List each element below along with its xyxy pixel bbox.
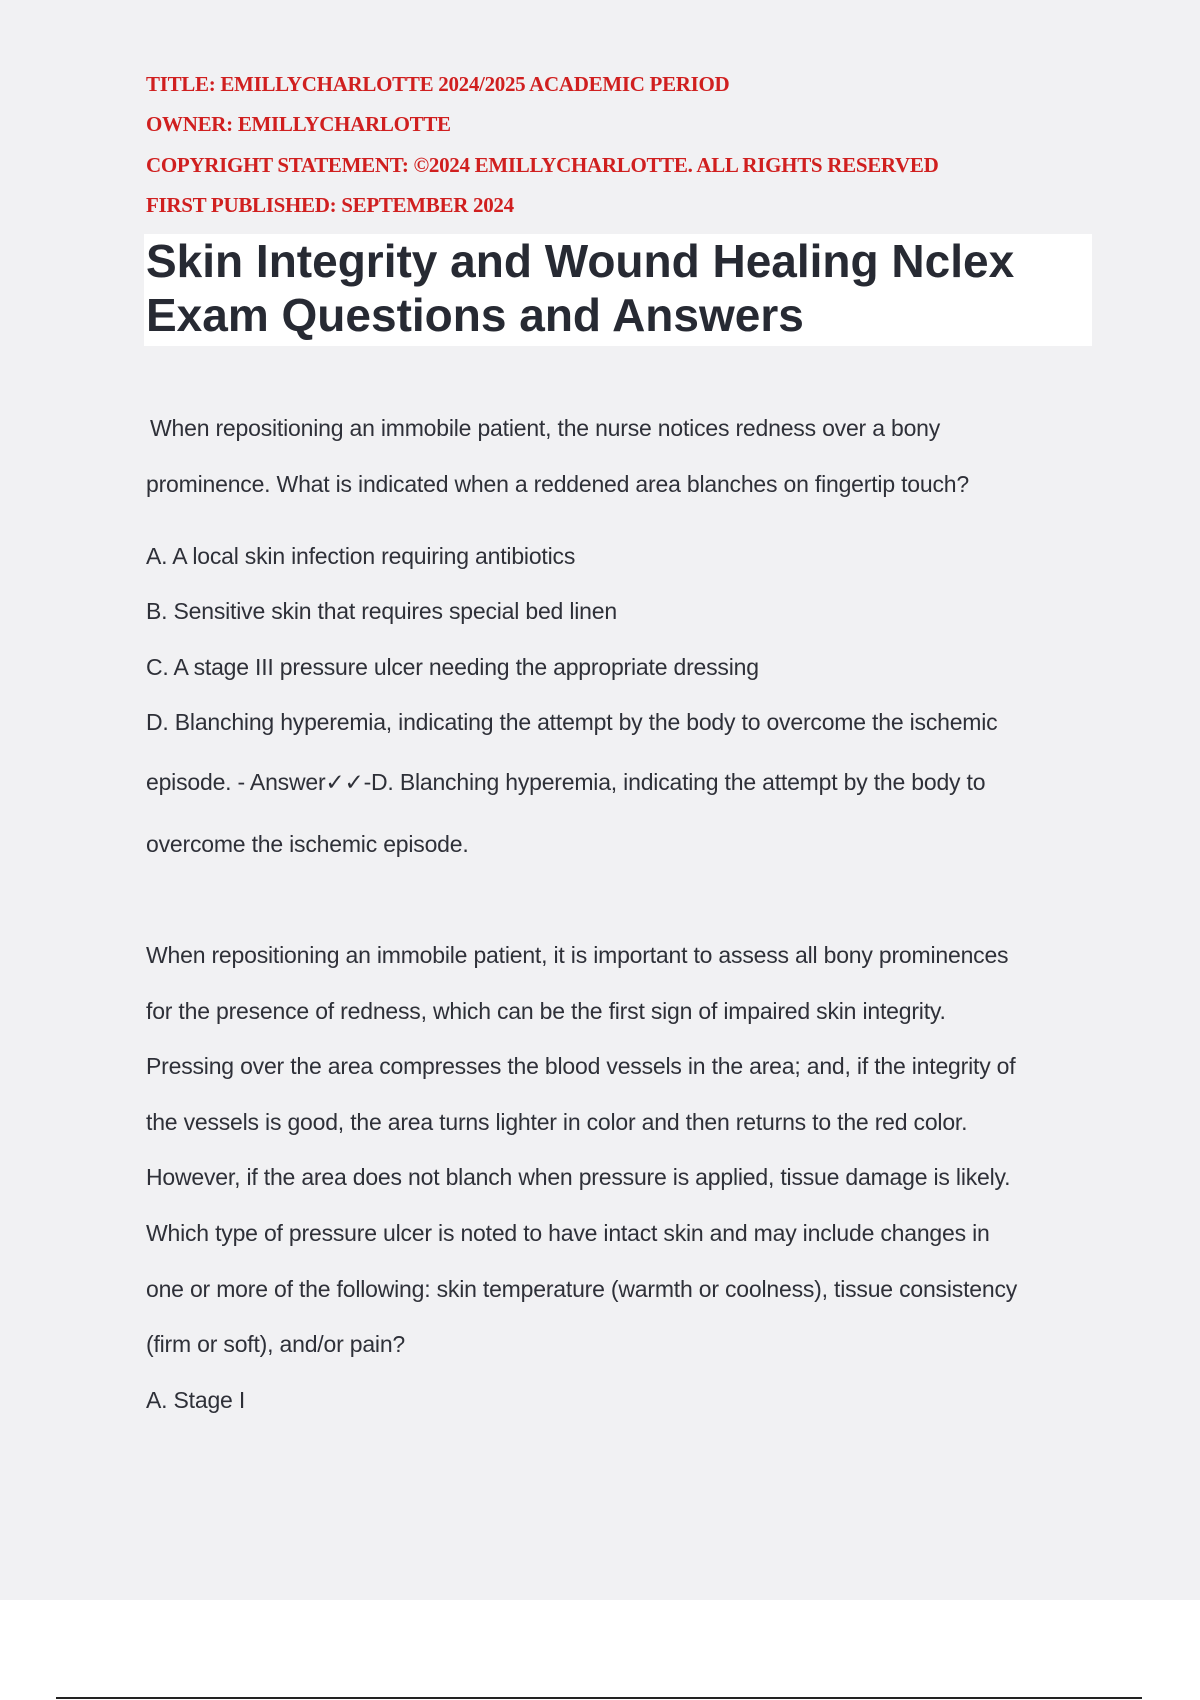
header-published-line: FIRST PUBLISHED: SEPTEMBER 2024 bbox=[146, 193, 514, 217]
q1-question-line-1: When repositioning an immobile patient, the nurse notices redness over a bony bbox=[150, 415, 941, 441]
rationale-line-4: the vessels is good, the area turns lighter in color and then returns to the red color. bbox=[146, 1109, 968, 1135]
rationale-line-2: for the presence of redness, which can be the first sign of impaired skin integrity. bbox=[146, 998, 946, 1024]
q1-option-c: C. A stage III pressure ulcer needing the appropriate dressing bbox=[146, 654, 759, 680]
q1-option-b: B. Sensitive skin that requires special bed linen bbox=[146, 598, 617, 624]
q2-question-line-3: (firm or soft), and/or pain? bbox=[146, 1331, 406, 1357]
page-divider bbox=[56, 1697, 1142, 1699]
q1-question-line-2: prominence. What is indicated when a reddened area blanches on fingertip touch? bbox=[146, 471, 969, 497]
rationale-line-3: Pressing over the area compresses the blood vessels in the area; and, if the integrity of bbox=[146, 1053, 1016, 1079]
q2-question-line-1: Which type of pressure ulcer is noted to have intact skin and may include changes in bbox=[146, 1220, 990, 1246]
header-title-line: TITLE: EMILLYCHARLOTTE 2024/2025 ACADEMIC PERIOD bbox=[146, 72, 730, 96]
q2-option-a: A. Stage I bbox=[146, 1387, 246, 1413]
q1-answer-line: episode. - Answer✓✓-D. Blanching hyperemia, indicating the attempt by the body to bbox=[146, 769, 986, 795]
q2-question-line-2: one or more of the following: skin temperature (warmth or coolness), tissue consistency bbox=[146, 1276, 1018, 1302]
header-copyright-line: COPYRIGHT STATEMENT: ©2024 EMILLYCHARLOTTE. ALL RIGHTS RESERVED bbox=[146, 153, 939, 177]
rationale-line-1: When repositioning an immobile patient, it is important to assess all bony prominences bbox=[146, 942, 1009, 968]
rationale-line-5: However, if the area does not blanch when pressure is applied, tissue damage is likely. bbox=[146, 1164, 1011, 1190]
header-owner-line: OWNER: EMILLYCHARLOTTE bbox=[146, 112, 451, 136]
document-title-line-1: Skin Integrity and Wound Healing Nclex bbox=[146, 235, 1015, 287]
q1-option-d-line-1: D. Blanching hyperemia, indicating the attempt by the body to overcome the ischemic bbox=[146, 709, 998, 735]
q1-option-a: A. A local skin infection requiring antibiotics bbox=[146, 543, 576, 569]
document-title-line-2: Exam Questions and Answers bbox=[146, 289, 804, 341]
q1-answer-line-end: overcome the ischemic episode. bbox=[146, 831, 469, 857]
document-title bbox=[146, 234, 1086, 342]
